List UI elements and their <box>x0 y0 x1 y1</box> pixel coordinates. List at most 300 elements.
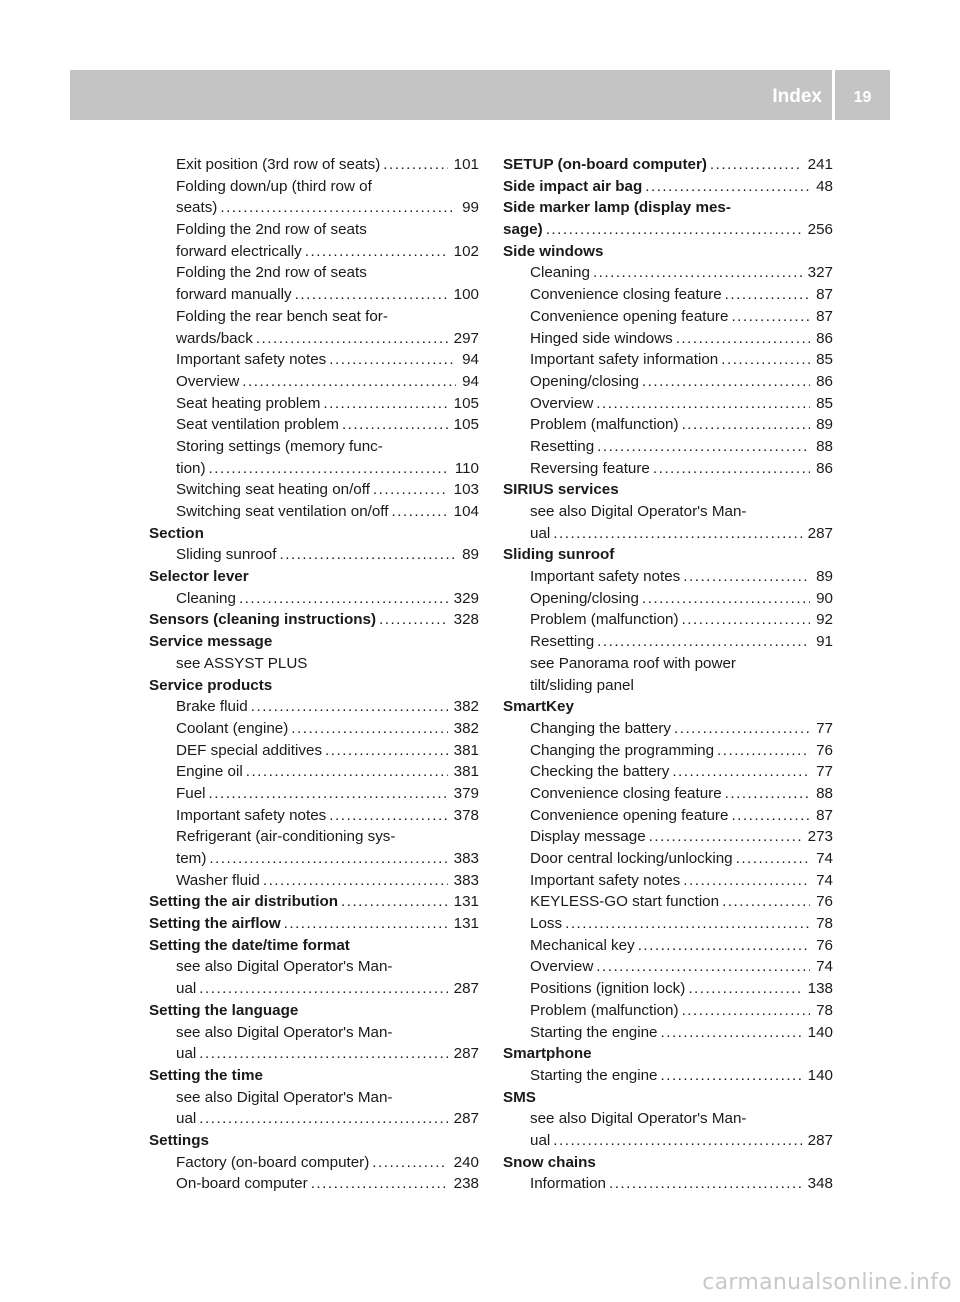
dot-leader <box>606 1173 802 1195</box>
page-title: Index <box>772 86 822 107</box>
index-entry <box>149 826 479 848</box>
entry-text: seats) <box>176 199 218 217</box>
entry-text: Convenience opening feature <box>530 307 729 325</box>
page-reference: 105 <box>453 416 479 434</box>
dot-leader <box>714 740 810 762</box>
page-reference: 99 <box>462 199 479 217</box>
entry-text: forward electrically <box>176 242 302 260</box>
index-entry <box>503 609 833 631</box>
dot-leader <box>646 826 802 848</box>
page-reference: 378 <box>453 806 479 824</box>
index-entry <box>149 956 479 978</box>
entry-text: Folding down/up (third row of <box>176 177 372 195</box>
index-entry <box>503 891 833 913</box>
index-entry <box>503 631 833 653</box>
entry-text: Sliding sunroof <box>503 546 615 564</box>
entry-text: see ASSYST PLUS <box>176 654 308 672</box>
entry-text: Setting the air distribution <box>149 893 338 911</box>
dot-leader <box>248 696 448 718</box>
dot-leader <box>326 805 447 827</box>
index-entry <box>503 935 833 957</box>
dot-leader <box>206 783 448 805</box>
entry-text: Setting the airflow <box>149 915 281 933</box>
entry-text: Factory (on-board computer) <box>176 1153 370 1171</box>
index-entry <box>503 740 833 762</box>
page-reference: 87 <box>816 307 833 325</box>
page-reference: 74 <box>816 850 833 867</box>
index-entry <box>503 978 833 1000</box>
index-entry <box>149 718 479 740</box>
entry-text: Loss <box>530 915 563 933</box>
index-heading <box>503 176 833 198</box>
index-heading <box>503 1087 833 1109</box>
page-reference: 88 <box>816 784 833 802</box>
entry-text: ual <box>530 524 551 542</box>
index-entry <box>503 805 833 827</box>
index-entry <box>503 458 833 480</box>
index-heading <box>149 675 479 697</box>
page-reference: 74 <box>816 958 833 976</box>
dot-leader <box>593 393 810 415</box>
entry-text: Setting the date/time format <box>149 936 350 954</box>
page-reference: 91 <box>816 633 833 651</box>
index-entry <box>149 328 479 350</box>
page-reference: 131 <box>453 893 479 911</box>
entry-text: SmartKey <box>503 698 574 716</box>
index-entry <box>503 870 833 892</box>
index-entry <box>503 284 833 306</box>
entry-text: Problem (malfunction) <box>530 416 679 434</box>
entry-text: Side marker lamp (display mes- <box>503 199 731 217</box>
page-reference: 383 <box>453 850 479 867</box>
index-entry <box>503 848 833 870</box>
entry-text: sage) <box>503 221 543 239</box>
dot-leader <box>679 609 811 631</box>
index-entry <box>149 1108 479 1130</box>
index-entry <box>149 1173 479 1195</box>
entry-text: Information <box>530 1175 606 1193</box>
index-entry <box>149 544 479 566</box>
entry-text: KEYLESS-GO start function <box>530 893 720 911</box>
page-reference: 87 <box>816 286 833 304</box>
entry-text: Overview <box>530 394 594 412</box>
page-reference: 100 <box>453 286 479 304</box>
header-bar <box>70 70 890 120</box>
dot-leader <box>322 740 448 762</box>
entry-text: Smartphone <box>503 1045 592 1063</box>
watermark: carmanualsonline.info <box>702 1270 952 1295</box>
page-reference: 101 <box>453 156 479 173</box>
dot-leader <box>370 479 448 501</box>
entry-text: Side windows <box>503 242 604 260</box>
index-entry <box>149 197 479 219</box>
index-column-right <box>503 154 833 1195</box>
index-entry <box>503 436 833 458</box>
dot-leader <box>728 306 810 328</box>
index-entry <box>149 1152 479 1174</box>
entry-text: Resetting <box>530 633 595 651</box>
entry-text: see also Digital Operator's Man- <box>530 503 747 520</box>
page-reference: 238 <box>453 1175 479 1193</box>
entry-text: tion) <box>176 459 206 477</box>
dot-leader <box>680 870 810 892</box>
entry-text: Settings <box>149 1131 209 1149</box>
entry-text: Resetting <box>530 437 595 455</box>
index-entry <box>149 870 479 892</box>
index-entry <box>149 479 479 501</box>
index-entry <box>503 262 833 284</box>
entry-text: tem) <box>176 850 207 867</box>
entry-text: Changing the programming <box>530 741 715 759</box>
page-reference: 327 <box>807 264 833 282</box>
page-reference: 74 <box>816 871 833 889</box>
entry-text: Positions (ignition lock) <box>530 980 686 998</box>
entry-text: Folding the 2nd row of seats <box>176 264 367 282</box>
index-heading <box>149 1065 479 1087</box>
dot-leader <box>719 891 810 913</box>
index-heading <box>149 913 479 935</box>
index-heading <box>503 219 833 241</box>
entry-text: see Panorama roof with power <box>530 654 736 672</box>
index-heading <box>149 1000 479 1022</box>
index-entry <box>149 740 479 762</box>
dot-leader <box>562 913 810 935</box>
dot-leader <box>543 219 802 241</box>
dot-leader <box>722 783 810 805</box>
entry-text: Folding the 2nd row of seats <box>176 221 367 239</box>
page-reference: 86 <box>816 329 833 347</box>
entry-text: tilt/sliding panel <box>530 676 634 694</box>
entry-text: Section <box>149 524 204 542</box>
page-reference: 240 <box>453 1153 479 1171</box>
entry-text: see also Digital Operator's Man- <box>176 1023 393 1041</box>
entry-text: Problem (malfunction) <box>530 611 679 629</box>
page-reference: 287 <box>453 980 479 998</box>
dot-leader <box>680 566 810 588</box>
entry-text: Brake fluid <box>176 698 248 716</box>
dot-leader <box>679 414 811 436</box>
dot-leader <box>718 349 810 371</box>
index-entry <box>149 176 479 198</box>
index-heading <box>503 696 833 718</box>
entry-text: Display message <box>530 828 646 846</box>
index-entry <box>149 414 479 436</box>
entry-text: forward manually <box>176 286 292 304</box>
index-entry <box>503 1000 833 1022</box>
index-entry <box>503 761 833 783</box>
entry-text: Starting the engine <box>530 1023 658 1041</box>
index-entry <box>149 848 479 870</box>
index-column-left <box>149 154 479 1195</box>
page-reference: 88 <box>816 437 833 455</box>
entry-text: Switching seat heating on/off <box>176 481 370 499</box>
dot-leader <box>196 1108 447 1130</box>
index-entry <box>503 783 833 805</box>
page-reference: 76 <box>816 893 833 911</box>
index-entry <box>503 393 833 415</box>
entry-text: Storing settings (memory func- <box>176 437 383 455</box>
dot-leader <box>673 328 810 350</box>
page-reference: 287 <box>807 1131 833 1149</box>
page-reference: 273 <box>807 828 833 846</box>
entry-text: Important safety notes <box>176 806 327 824</box>
entry-text: Sensors (cleaning instructions) <box>149 611 377 629</box>
page-reference: 140 <box>807 1023 833 1041</box>
dot-leader <box>722 284 810 306</box>
entry-text: Switching seat ventilation on/off <box>176 503 389 520</box>
index-entry <box>149 805 479 827</box>
entry-text: Service message <box>149 633 273 651</box>
index-entry <box>503 371 833 393</box>
index-entry <box>149 696 479 718</box>
page-reference: 103 <box>453 481 479 499</box>
page-reference: 89 <box>816 568 833 586</box>
dot-leader <box>635 935 810 957</box>
index-entry <box>503 913 833 935</box>
entry-text: see also Digital Operator's Man- <box>176 958 393 976</box>
page-reference: 379 <box>453 784 479 802</box>
entry-text: SETUP (on-board computer) <box>503 156 707 173</box>
dot-leader <box>594 436 810 458</box>
index-entry <box>149 262 479 284</box>
entry-text: Convenience closing feature <box>530 784 722 802</box>
dot-leader <box>369 1152 447 1174</box>
entry-text: Door central locking/unlocking <box>530 850 733 867</box>
page-reference: 89 <box>462 546 479 564</box>
entry-text: Opening/closing <box>530 372 639 390</box>
index-entry <box>503 1173 833 1195</box>
dot-leader <box>206 458 449 480</box>
index-entry <box>149 978 479 1000</box>
entry-text: ual <box>176 1110 197 1128</box>
index-entry <box>503 523 833 545</box>
dot-leader <box>288 718 447 740</box>
entry-text: ual <box>176 980 197 998</box>
dot-leader <box>292 284 448 306</box>
index-entry <box>149 588 479 610</box>
index-entry <box>149 653 479 675</box>
dot-leader <box>236 588 448 610</box>
page-reference: 77 <box>816 763 833 781</box>
index-entry <box>503 1108 833 1130</box>
index-heading <box>503 197 833 219</box>
index-entry <box>149 371 479 393</box>
index-entry <box>503 328 833 350</box>
page-reference: 287 <box>453 1045 479 1063</box>
page-reference: 138 <box>807 980 833 998</box>
page-reference: 329 <box>453 589 479 607</box>
index-entry <box>503 1065 833 1087</box>
page-reference: 348 <box>807 1175 833 1193</box>
index-heading <box>503 1043 833 1065</box>
index-entry <box>503 501 833 523</box>
entry-text: Reversing feature <box>530 459 650 477</box>
page-reference: 328 <box>453 611 479 629</box>
dot-leader <box>550 523 801 545</box>
page-reference: 86 <box>816 372 833 390</box>
page-reference: 256 <box>807 221 833 239</box>
entry-text: Important safety notes <box>176 351 327 369</box>
index-entry <box>149 501 479 523</box>
index-entry <box>503 675 833 697</box>
index-heading <box>503 154 833 176</box>
page-reference: 287 <box>453 1110 479 1128</box>
dot-leader <box>206 848 447 870</box>
page-reference: 297 <box>453 329 479 347</box>
dot-leader <box>707 154 802 176</box>
entry-text: Important safety notes <box>530 871 681 889</box>
entry-text: see also Digital Operator's Man- <box>530 1110 747 1128</box>
index-entry <box>149 393 479 415</box>
entry-text: Exit position (3rd row of seats) <box>176 156 381 173</box>
dot-leader <box>320 393 447 415</box>
dot-leader <box>642 176 810 198</box>
index-entry <box>503 956 833 978</box>
entry-text: see also Digital Operator's Man- <box>176 1088 393 1106</box>
page-reference: 48 <box>816 177 833 195</box>
page-reference: 104 <box>453 503 479 520</box>
index-heading <box>503 241 833 263</box>
index-entry <box>503 1130 833 1152</box>
page-reference: 76 <box>816 936 833 954</box>
entry-text: Checking the battery <box>530 763 670 781</box>
entry-text: Washer fluid <box>176 871 260 889</box>
entry-text: Setting the time <box>149 1066 263 1084</box>
page-reference: 86 <box>816 459 833 477</box>
index-entry <box>149 284 479 306</box>
entry-text: Cleaning <box>176 589 236 607</box>
dot-leader <box>639 588 810 610</box>
entry-text: SMS <box>503 1088 536 1106</box>
entry-text: SIRIUS services <box>503 481 619 499</box>
page-reference: 140 <box>807 1066 833 1084</box>
entry-text: Important safety information <box>530 351 719 369</box>
page-reference: 94 <box>462 372 479 390</box>
dot-leader <box>239 371 456 393</box>
index-entry <box>149 436 479 458</box>
dot-leader <box>217 197 456 219</box>
page-reference: 110 <box>454 459 479 477</box>
entry-text: Snow chains <box>503 1153 596 1171</box>
index-entry <box>503 349 833 371</box>
entry-text: wards/back <box>176 329 253 347</box>
index-entry <box>149 761 479 783</box>
page-reference: 131 <box>453 915 479 933</box>
entry-text: Cleaning <box>530 264 590 282</box>
dot-leader <box>590 262 802 284</box>
dot-leader <box>671 718 810 740</box>
index-entry <box>149 241 479 263</box>
dot-leader <box>196 1043 447 1065</box>
page-reference: 381 <box>453 763 479 781</box>
dot-leader <box>658 1065 802 1087</box>
entry-text: Selector lever <box>149 568 249 586</box>
dot-leader <box>728 805 810 827</box>
entry-text: Sliding sunroof <box>176 546 277 564</box>
page-reference: 102 <box>453 242 479 260</box>
entry-text: Changing the battery <box>530 719 672 737</box>
index-entry <box>149 349 479 371</box>
index-entry <box>149 219 479 241</box>
index-heading <box>149 1130 479 1152</box>
page-reference: 85 <box>816 394 833 412</box>
index-entry <box>503 588 833 610</box>
entry-text: Service products <box>149 676 273 694</box>
dot-leader <box>338 891 448 913</box>
index-heading <box>503 1152 833 1174</box>
dot-leader <box>733 848 810 870</box>
dot-leader <box>276 544 456 566</box>
entry-text: Convenience opening feature <box>530 806 729 824</box>
dot-leader <box>388 501 447 523</box>
index-entry <box>149 1043 479 1065</box>
entry-text: DEF special additives <box>176 741 323 759</box>
dot-leader <box>650 458 810 480</box>
page-reference: 78 <box>816 1001 833 1019</box>
index-entry <box>503 566 833 588</box>
page-reference: 383 <box>453 871 479 889</box>
index-heading <box>149 566 479 588</box>
index-entry <box>503 718 833 740</box>
page-reference: 87 <box>816 806 833 824</box>
page-reference: 382 <box>453 698 479 716</box>
index-entry <box>149 783 479 805</box>
dot-leader <box>308 1173 448 1195</box>
page-reference: 94 <box>462 351 479 369</box>
index-heading <box>149 631 479 653</box>
page-reference: 85 <box>816 351 833 369</box>
dot-leader <box>658 1022 802 1044</box>
entry-text: Coolant (engine) <box>176 719 289 737</box>
entry-text: ual <box>176 1045 197 1063</box>
entry-text: Problem (malfunction) <box>530 1001 679 1019</box>
index-heading <box>149 609 479 631</box>
index-heading <box>503 479 833 501</box>
index-heading <box>149 891 479 913</box>
entry-text: Seat ventilation problem <box>176 416 339 434</box>
entry-text: Fuel <box>176 784 206 802</box>
page-reference: 287 <box>807 524 833 542</box>
page-reference: 92 <box>816 611 833 629</box>
index-entry <box>503 1022 833 1044</box>
entry-text: Opening/closing <box>530 589 639 607</box>
entry-text: Starting the engine <box>530 1066 658 1084</box>
dot-leader <box>669 761 810 783</box>
entry-text: Setting the language <box>149 1001 299 1019</box>
index-entry <box>149 1087 479 1109</box>
entry-text: Refrigerant (air-conditioning sys- <box>176 828 396 846</box>
index-entry <box>503 653 833 675</box>
page-reference: 90 <box>816 589 833 607</box>
entry-text: ual <box>530 1131 551 1149</box>
dot-leader <box>339 414 448 436</box>
entry-text: Important safety notes <box>530 568 681 586</box>
page-reference: 381 <box>453 741 479 759</box>
entry-text: Overview <box>530 958 594 976</box>
page-reference: 241 <box>807 156 833 173</box>
index-entry <box>503 306 833 328</box>
entry-text: On-board computer <box>176 1175 308 1193</box>
index-heading <box>149 935 479 957</box>
page-reference: 76 <box>816 741 833 759</box>
dot-leader <box>243 761 448 783</box>
entry-text: Convenience closing feature <box>530 286 722 304</box>
index-entry <box>149 154 479 176</box>
dot-leader <box>679 1000 811 1022</box>
index-heading <box>503 544 833 566</box>
dot-leader <box>302 241 448 263</box>
index-entry <box>503 826 833 848</box>
